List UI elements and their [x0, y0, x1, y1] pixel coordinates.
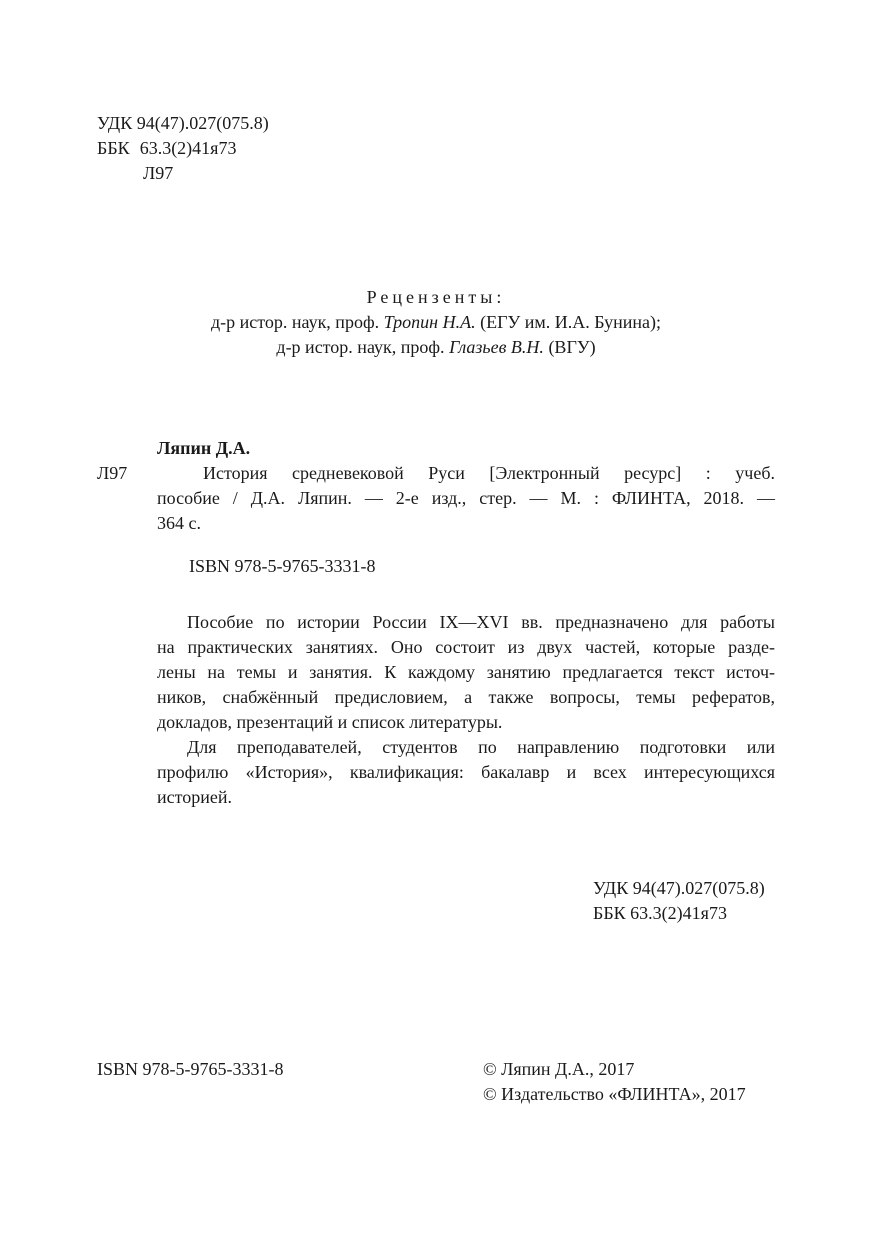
record-author: Ляпин Д.А.: [157, 438, 251, 458]
reviewers-block: [97, 285, 775, 360]
bbk-label: ББК: [97, 138, 130, 158]
bbk-value: 63.3(2)41я73: [139, 138, 237, 158]
annotation-line: ников, снабжённый предисловием, а также вопросы, темы рефератов,: [157, 687, 775, 707]
annotation: [157, 610, 775, 810]
reviewer-1-name: Тропин Н.А.: [383, 312, 476, 332]
top-bbk: [97, 136, 236, 161]
author-code: Л97: [143, 163, 174, 183]
record-line-1: История средневековой Руси [Электронный ресурс] : учеб.: [203, 463, 775, 483]
record-description: [157, 461, 775, 536]
record-code: Л97: [97, 463, 128, 483]
bottom-udc: УДК 94(47).027(075.8): [593, 878, 765, 898]
footer-isbn: ISBN 978-5-9765-3331-8: [97, 1059, 284, 1079]
record-isbn: ISBN 978-5-9765-3331-8: [189, 556, 376, 576]
reviewer-2-prefix: д-р истор. наук, проф.: [276, 337, 445, 357]
bottom-bbk: ББК 63.3(2)41я73: [593, 903, 727, 923]
top-udc: УДК 94(47).027(075.8): [97, 113, 269, 133]
annotation-line: лены на темы и занятия. К каждому занятию предлагается текст источ-: [157, 662, 775, 682]
annotation-line: Пособие по истории России IX—XVI вв. предназначено для работы: [187, 612, 775, 632]
reviewer-1-suffix: (ЕГУ им. И.А. Бунина);: [480, 312, 662, 332]
copyright-publisher: © Издательство «ФЛИНТА», 2017: [483, 1084, 746, 1104]
reviewer-1-prefix: д-р истор. наук, проф.: [210, 312, 380, 332]
annotation-line: профилю «История», квалификация: бакалавр и всех интересующихся: [157, 762, 775, 782]
record-line-3: 364 с.: [157, 513, 201, 533]
annotation-line: на практических занятиях. Оно состоит из двух частей, которые разде-: [157, 637, 775, 657]
annotation-line: Для преподавателей, студентов по направлению подготовки или: [187, 737, 775, 757]
reviewer-2-suffix: (ВГУ): [548, 337, 596, 357]
record-line-2: пособие / Д.А. Ляпин. — 2-е изд., стер. — М. : ФЛИНТА, 2018. —: [157, 488, 775, 508]
reviewer-2-name: Глазьев В.Н.: [449, 337, 544, 357]
annotation-line: историей.: [157, 787, 233, 807]
copyright-author: © Ляпин Д.А., 2017: [483, 1059, 635, 1079]
reviewers-heading: Рецензенты:: [366, 287, 506, 307]
reviewer-1: [97, 310, 775, 335]
reviewer-2: [97, 335, 775, 360]
annotation-line: докладов, презентаций и список литературы.: [157, 712, 503, 732]
